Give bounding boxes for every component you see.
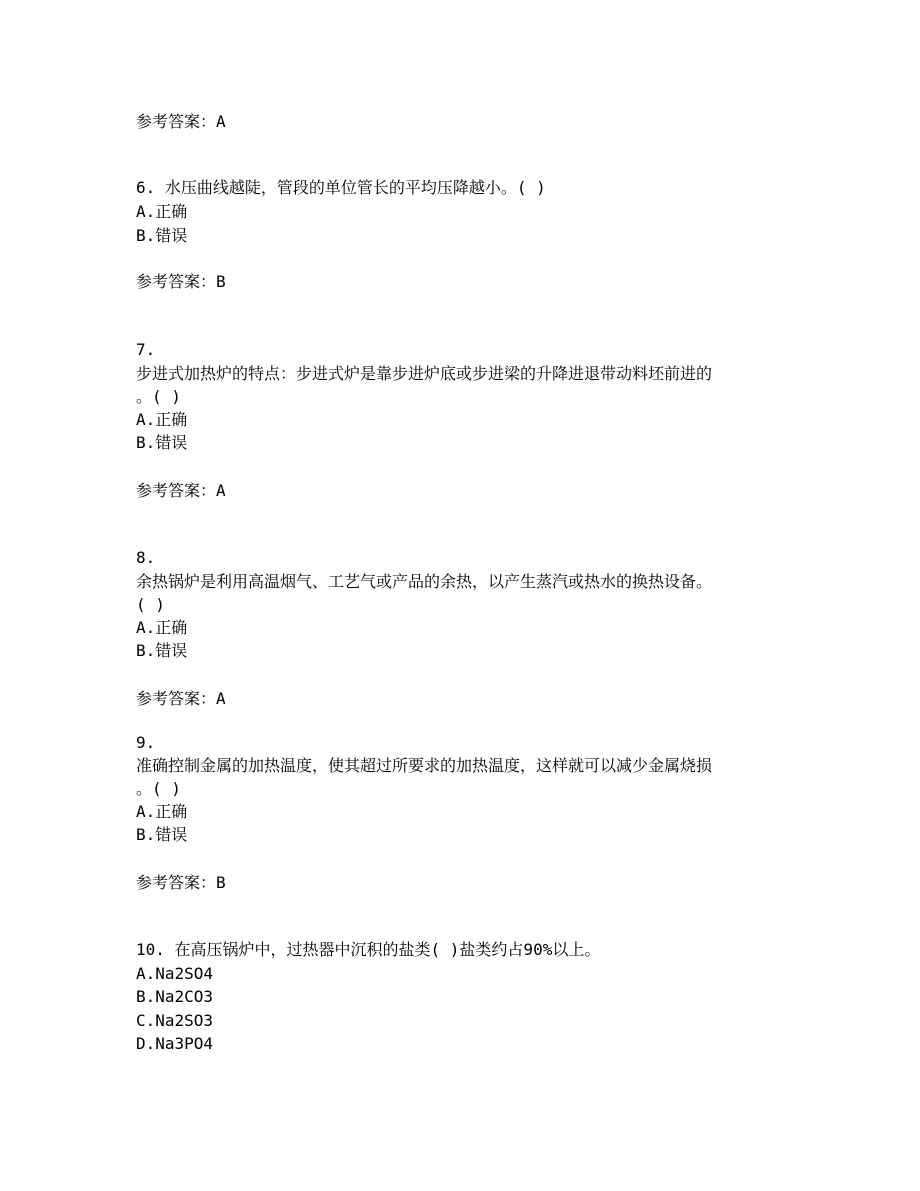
q7-option-a: A.正确	[136, 410, 188, 429]
q8-answer: 参考答案：A	[136, 689, 226, 708]
q7-stem-line2: 。( )	[136, 387, 181, 406]
q9-number: 9.	[136, 733, 156, 752]
q8-stem-line2: ( )	[136, 595, 165, 614]
q9-answer: 参考答案：B	[136, 873, 226, 892]
q7-number: 7.	[136, 340, 156, 359]
q6-option-b: B.错误	[136, 226, 188, 245]
q10-stem: 10. 在高压锅炉中，过热器中沉积的盐类( )盐类约占90%以上。	[136, 940, 601, 959]
q9-option-b: B.错误	[136, 825, 188, 844]
q8-number: 8.	[136, 548, 156, 567]
q10-option-a: A.Na2SO4	[136, 964, 214, 983]
prev-answer: 参考答案：A	[136, 112, 226, 131]
q8-option-b: B.错误	[136, 641, 188, 660]
q9-stem-line2: 。( )	[136, 779, 181, 798]
q9-option-a: A.正确	[136, 802, 188, 821]
q10-option-d: D.Na3PO4	[136, 1034, 214, 1053]
q6-answer: 参考答案：B	[136, 272, 226, 291]
q9-stem-line1: 准确控制金属的加热温度，使其超过所要求的加热温度，这样就可以减少金属烧损	[136, 756, 713, 775]
q8-stem-line1: 余热锅炉是利用高温烟气、工艺气或产品的余热，以产生蒸汽或热水的换热设备。	[136, 572, 713, 591]
q6-stem: 6. 水压曲线越陡，管段的单位管长的平均压降越小。( )	[136, 178, 546, 197]
q8-option-a: A.正确	[136, 618, 188, 637]
q10-option-c: C.Na2SO3	[136, 1011, 214, 1030]
q7-stem-line1: 步进式加热炉的特点：步进式炉是靠步进炉底或步进梁的升降进退带动料坯前进的	[136, 364, 713, 383]
q10-option-b: B.Na2CO3	[136, 987, 214, 1006]
q7-answer: 参考答案：A	[136, 481, 226, 500]
q6-option-a: A.正确	[136, 202, 188, 221]
q7-option-b: B.错误	[136, 433, 188, 452]
